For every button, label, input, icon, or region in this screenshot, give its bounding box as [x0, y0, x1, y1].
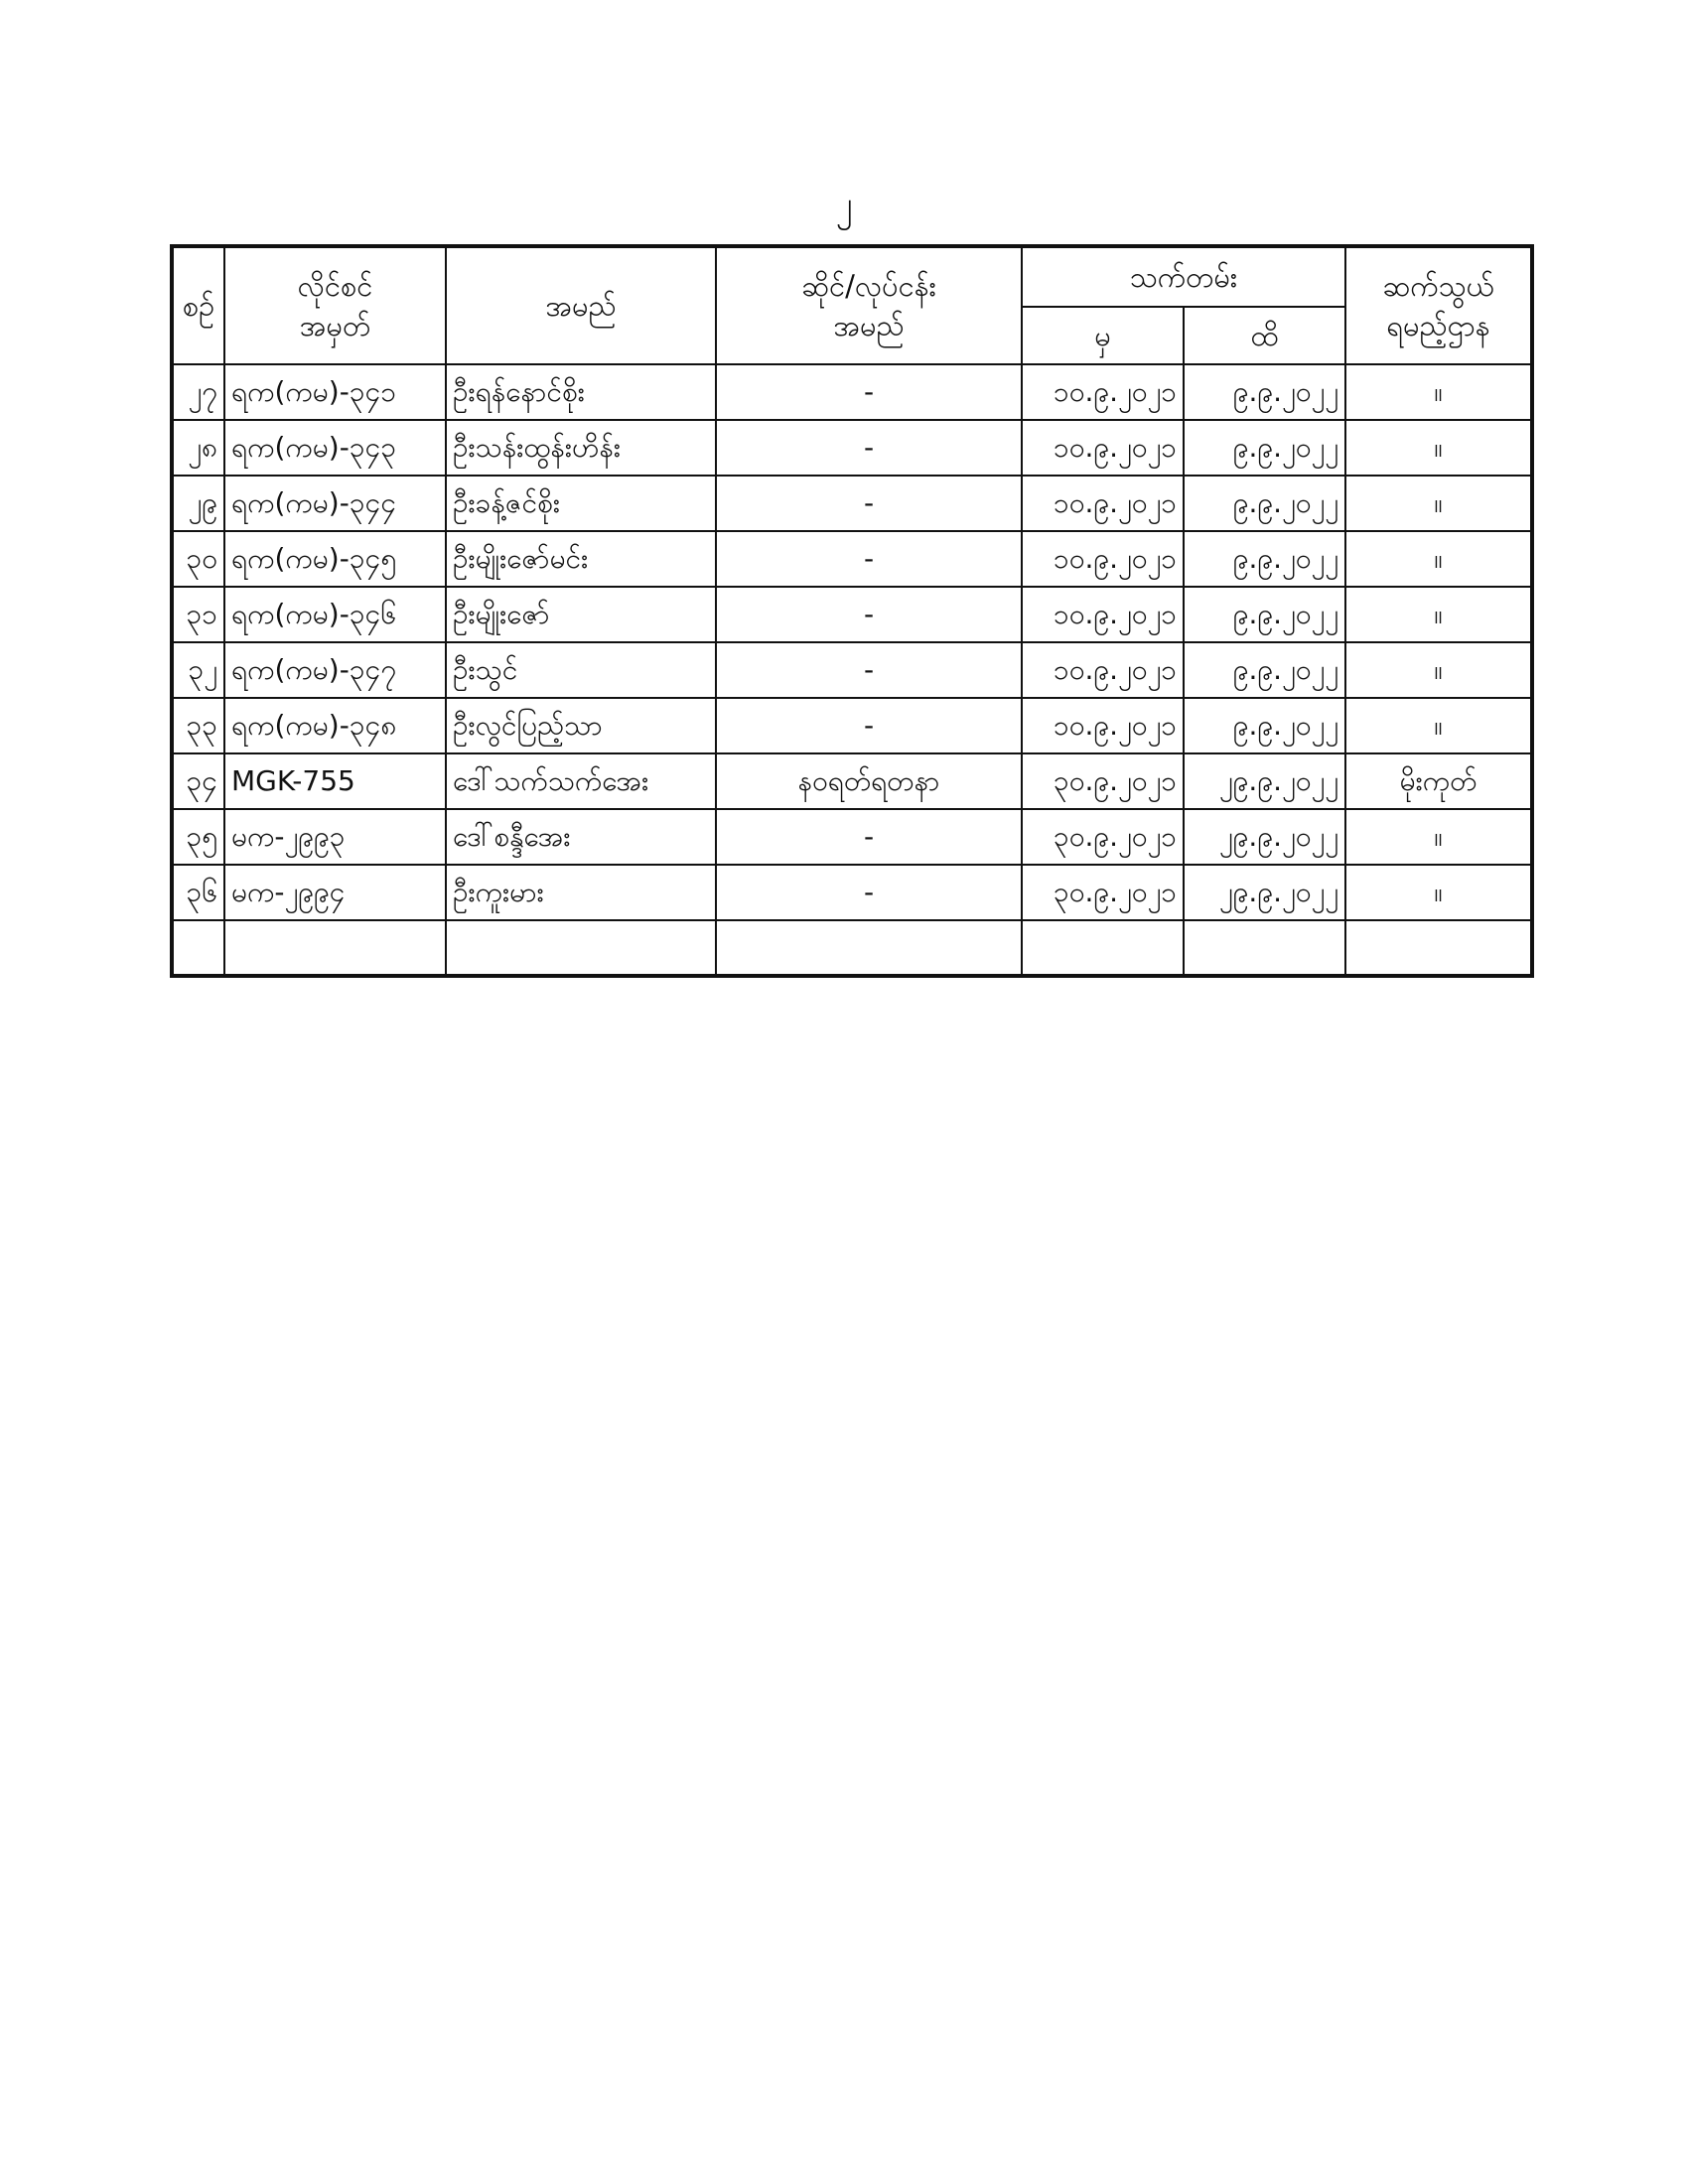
cell-shop-name: -	[716, 420, 1022, 476]
table-row	[172, 420, 1532, 476]
cell-no: ၂၈	[172, 420, 224, 476]
cell-license-number: ရက(ကမ)-၃၄၄	[224, 476, 446, 531]
page-number: ၂	[835, 185, 853, 224]
cell-no: ၃၆	[172, 865, 224, 920]
cell-shop-name	[716, 920, 1022, 976]
cell-shop-name: -	[716, 531, 1022, 587]
cell-shop-name: -	[716, 476, 1022, 531]
cell-contact-department: ။	[1345, 698, 1532, 753]
cell-valid-to: ၉.၉.၂၀၂၂	[1184, 364, 1345, 420]
cell-name: ဒေါ်သက်သက်အေး	[446, 753, 716, 809]
cell-no: ၂၉	[172, 476, 224, 531]
cell-valid-to	[1184, 920, 1345, 976]
cell-name: ဒေါ်စန္ဒီအေး	[446, 809, 716, 865]
cell-contact-department: ။	[1345, 642, 1532, 698]
cell-contact-department: ။	[1345, 420, 1532, 476]
cell-valid-to: ၉.၉.၂၀၂၂	[1184, 476, 1345, 531]
cell-name: ဦးသွင်	[446, 642, 716, 698]
table-row	[172, 364, 1532, 420]
table-row	[172, 476, 1532, 531]
cell-license-number: မက-၂၉၉၃	[224, 809, 446, 865]
header-shop-line2: အမည်	[833, 309, 905, 342]
header-row-top	[172, 246, 1532, 307]
header-validity: သက်တမ်း	[1022, 246, 1345, 307]
table-row	[172, 642, 1532, 698]
cell-shop-name: -	[716, 364, 1022, 420]
cell-valid-to: ၉.၉.၂၀၂၂	[1184, 531, 1345, 587]
cell-valid-from: ၁၀.၉.၂၀၂၁	[1022, 642, 1184, 698]
cell-contact-department: ။	[1345, 809, 1532, 865]
cell-valid-from: ၁၀.၉.၂၀၂၁	[1022, 698, 1184, 753]
cell-valid-from: ၁၀.၉.၂၀၂၁	[1022, 587, 1184, 642]
table-row	[172, 809, 1532, 865]
header-contact-line2: ရမည့်ဌာန	[1386, 309, 1490, 342]
cell-valid-to: ၂၉.၉.၂၀၂၂	[1184, 865, 1345, 920]
cell-valid-from: ၁၀.၉.၂၀၂၁	[1022, 420, 1184, 476]
cell-no: ၂၇	[172, 364, 224, 420]
cell-name: ဦးမျိုးဇော်မင်း	[446, 531, 716, 587]
header-shop-line1: ဆိုင်/လုပ်ငန်း	[800, 269, 937, 303]
cell-name	[446, 920, 716, 976]
header-license-line1: လိုင်စင်	[297, 269, 373, 303]
cell-valid-to: ၉.၉.၂၀၂၂	[1184, 420, 1345, 476]
cell-contact-department: ။	[1345, 476, 1532, 531]
license-table	[170, 244, 1534, 978]
cell-contact-department: ။	[1345, 865, 1532, 920]
cell-name: ဦးလွင်ပြည့်သာ	[446, 698, 716, 753]
table-row	[172, 587, 1532, 642]
cell-shop-name: -	[716, 587, 1022, 642]
cell-valid-from	[1022, 920, 1184, 976]
cell-valid-from: ၃၀.၉.၂၀၂၁	[1022, 865, 1184, 920]
cell-license-number: ရက(ကမ)-၃၄၃	[224, 420, 446, 476]
cell-valid-from: ၃၀.၉.၂၀၂၁	[1022, 809, 1184, 865]
cell-shop-name: -	[716, 865, 1022, 920]
cell-shop-name: -	[716, 809, 1022, 865]
cell-license-number: MGK-755	[224, 753, 446, 809]
cell-name: ဦးမျိုးဇော်	[446, 587, 716, 642]
header-contact-department	[1345, 246, 1532, 364]
header-contact-line1: ဆက်သွယ်	[1382, 269, 1494, 303]
cell-license-number: ရက(ကမ)-၃၄၅	[224, 531, 446, 587]
cell-license-number: ရက(ကမ)-၃၄၇	[224, 642, 446, 698]
cell-no: ၃၄	[172, 753, 224, 809]
cell-valid-from: ၁၀.၉.၂၀၂၁	[1022, 364, 1184, 420]
cell-license-number: ရက(ကမ)-၃၄၆	[224, 587, 446, 642]
header-no: စဉ်	[172, 246, 224, 364]
table-row	[172, 531, 1532, 587]
cell-valid-to: ၉.၉.၂၀၂၂	[1184, 698, 1345, 753]
cell-valid-from: ၁၀.၉.၂၀၂၁	[1022, 476, 1184, 531]
cell-name: ဦးခန့်ဇင်စိုး	[446, 476, 716, 531]
header-name: အမည်	[446, 246, 716, 364]
cell-valid-to: ၂၉.၉.၂၀၂၂	[1184, 809, 1345, 865]
cell-contact-department	[1345, 920, 1532, 976]
cell-contact-department: မိုးကုတ်	[1345, 753, 1532, 809]
table-body	[172, 364, 1532, 976]
header-from: မှ	[1022, 307, 1184, 364]
header-to: ထိ	[1184, 307, 1345, 364]
table-row	[172, 865, 1532, 920]
cell-valid-from: ၃၀.၉.၂၀၂၁	[1022, 753, 1184, 809]
cell-valid-from: ၁၀.၉.၂၀၂၁	[1022, 531, 1184, 587]
cell-shop-name: နဝရတ်ရတနာ	[716, 753, 1022, 809]
table-row	[172, 920, 1532, 976]
table-header	[172, 246, 1532, 364]
cell-shop-name: -	[716, 698, 1022, 753]
cell-no: ၃၁	[172, 587, 224, 642]
cell-license-number: မက-၂၉၉၄	[224, 865, 446, 920]
cell-no: ၃၂	[172, 642, 224, 698]
cell-name: ဦးကူးမား	[446, 865, 716, 920]
header-license-number	[224, 246, 446, 364]
cell-valid-to: ၂၉.၉.၂၀၂၂	[1184, 753, 1345, 809]
cell-license-number: ရက(ကမ)-၃၄၈	[224, 698, 446, 753]
cell-no: ၃၅	[172, 809, 224, 865]
cell-license-number: ရက(ကမ)-၃၄၁	[224, 364, 446, 420]
cell-contact-department: ။	[1345, 587, 1532, 642]
cell-license-number	[224, 920, 446, 976]
cell-no: ၃၀	[172, 531, 224, 587]
cell-valid-to: ၉.၉.၂၀၂၂	[1184, 642, 1345, 698]
cell-no: ၃၃	[172, 698, 224, 753]
cell-shop-name: -	[716, 642, 1022, 698]
cell-valid-to: ၉.၉.၂၀၂၂	[1184, 587, 1345, 642]
header-shop-name	[716, 246, 1022, 364]
cell-no	[172, 920, 224, 976]
header-license-line2: အမှတ်	[299, 309, 371, 342]
table-row	[172, 698, 1532, 753]
cell-contact-department: ။	[1345, 364, 1532, 420]
cell-name: ဦးရန်နောင်စိုး	[446, 364, 716, 420]
cell-name: ဦးသန်းထွန်းဟိန်း	[446, 420, 716, 476]
table-row	[172, 753, 1532, 809]
cell-contact-department: ။	[1345, 531, 1532, 587]
